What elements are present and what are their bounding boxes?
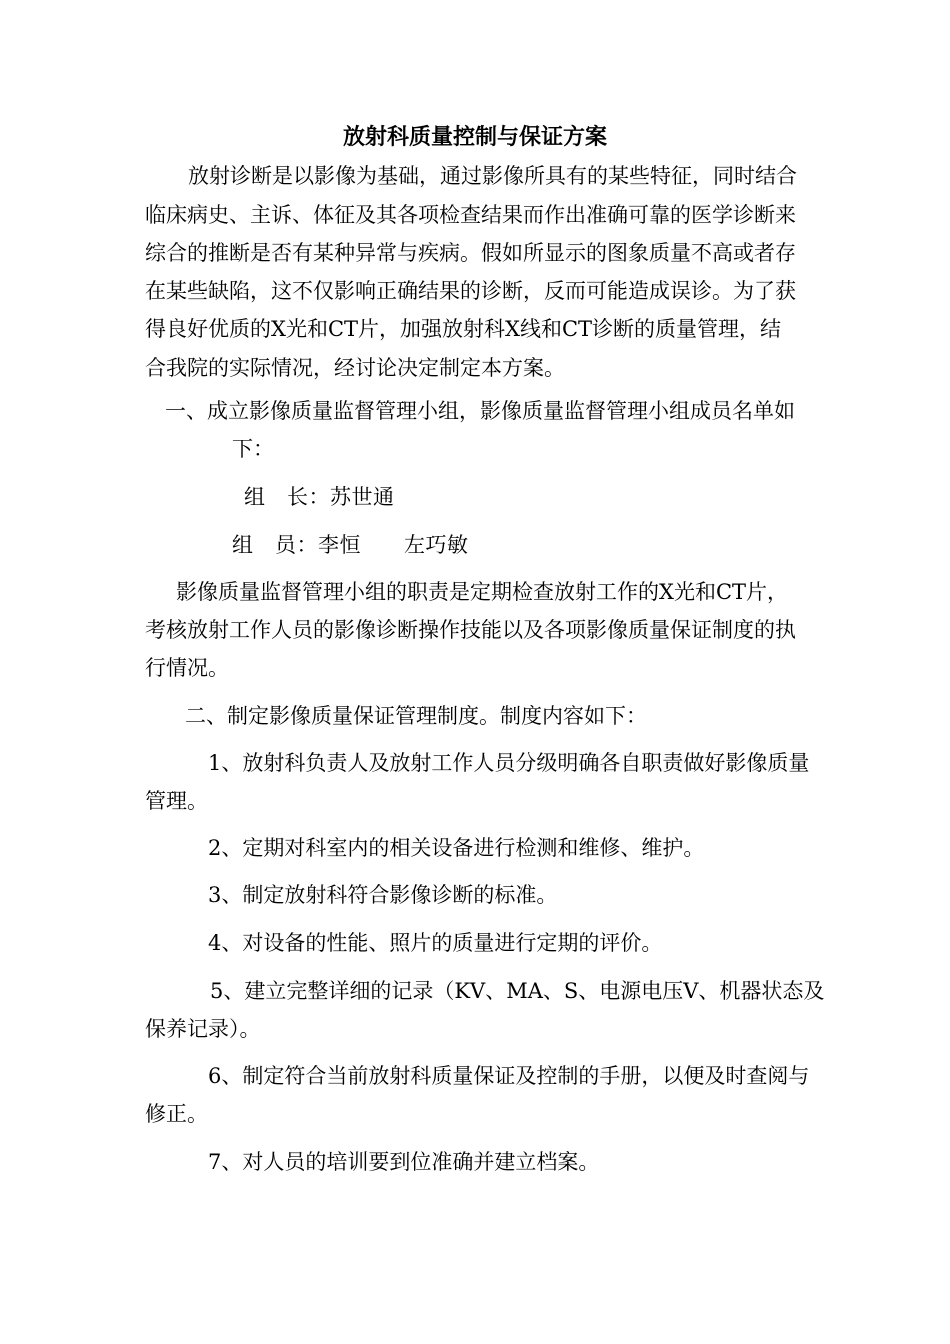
intro-line: 临床病史、主诉、体征及其各项检查结果而作出准确可靠的医学诊断来 [145, 203, 796, 227]
duty-line: 影像质量监督管理小组的职责是定期检查放射工作的X光和CT片， [176, 580, 789, 604]
section-1-heading: 一、成立影像质量监督管理小组，影像质量监督管理小组成员名单如 [165, 399, 795, 423]
list-item: 保养记录）。 [145, 1017, 261, 1041]
section-2-heading: 二、制定影像质量保证管理制度。制度内容如下： [185, 704, 647, 728]
section-1-heading: 下： [232, 437, 274, 461]
duty-line: 行情况。 [145, 656, 229, 680]
list-item: 6、制定符合当前放射科质量保证及控制的手册，以便及时查阅与 [208, 1064, 810, 1088]
list-item: 5、建立完整详细的记录（KV、MA、S、电源电压V、机器状态及 [210, 979, 825, 1003]
group-leader: 组 长：苏世通 [244, 485, 395, 509]
list-item: 管理。 [145, 789, 208, 813]
intro-line: 得良好优质的X光和CT片，加强放射科X线和CT诊断的质量管理，结 [145, 317, 782, 341]
list-item: 4、对设备的性能、照片的质量进行定期的评价。 [208, 931, 663, 955]
list-item: 修正。 [145, 1102, 208, 1126]
intro-line: 合我院的实际情况，经讨论决定制定本方案。 [145, 356, 565, 380]
intro-line: 在某些缺陷，这不仅影响正确结果的诊断，反而可能造成误诊。为了获 [145, 279, 796, 303]
list-item: 3、制定放射科符合影像诊断的标准。 [208, 883, 558, 907]
document-title: 放射科质量控制与保证方案 [342, 125, 607, 150]
group-members: 组 员：李恒 左巧敏 [232, 533, 469, 557]
intro-line: 放射诊断是以影像为基础，通过影像所具有的某些特征，同时结合 [188, 164, 797, 188]
list-item: 1、放射科负责人及放射工作人员分级明确各自职责做好影像质量 [208, 751, 810, 775]
intro-line: 综合的推断是否有某种异常与疾病。假如所显示的图象质量不高或者存 [145, 241, 796, 265]
list-item: 7、对人员的培训要到位准确并建立档案。 [208, 1150, 600, 1174]
duty-line: 考核放射工作人员的影像诊断操作技能以及各项影像质量保证制度的执 [145, 618, 796, 642]
list-item: 2、定期对科室内的相关设备进行检测和维修、维护。 [208, 836, 705, 860]
